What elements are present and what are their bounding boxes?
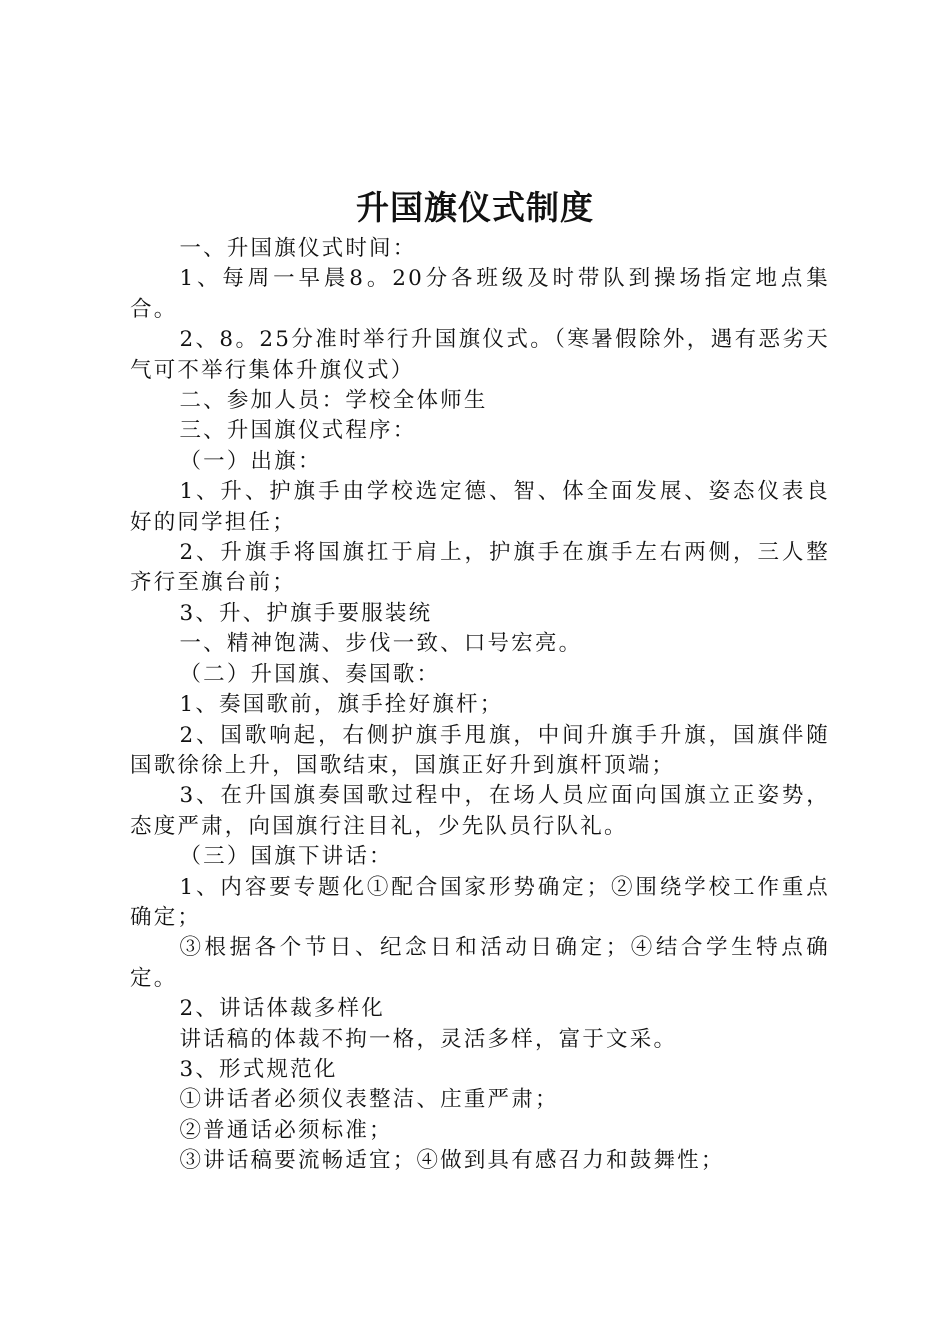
paragraph-subsection-heading: （一）出旗： xyxy=(179,448,322,474)
paragraph-section-1-heading: 一、升国旗仪式时间： xyxy=(179,236,417,261)
paragraph: 2、讲话体裁多样化 xyxy=(179,996,385,1022)
paragraph: 讲话稿的体裁不拘一格，灵活多样，富于文采。 xyxy=(179,1026,678,1052)
paragraph: 3、升、护旗手要服装统 xyxy=(179,600,433,626)
paragraph: 1、奏国歌前，旗手拴好旗杆； xyxy=(179,692,504,718)
document-body xyxy=(130,234,830,1177)
paragraph: ②普通话必须标准； xyxy=(179,1117,393,1143)
paragraph: ①讲话者必须仪表整洁、庄重严肃； xyxy=(179,1087,559,1113)
paragraph: 2、8。25分准时举行升国旗仪式。（寒暑假除外，遇有恶劣天气可不举行集体升旗仪式） xyxy=(130,327,830,383)
paragraph: 3、在升国旗奏国歌过程中，在场人员应面向国旗立正姿势，态度严肃，向国旗行注目礼，少先队员行队礼。 xyxy=(130,783,830,839)
paragraph: 2、国歌响起，右侧护旗手甩旗，中间升旗手升旗，国旗伴随国歌徐徐上升，国歌结束，国旗正好升到旗杆顶端； xyxy=(130,722,830,778)
paragraph: 3、形式规范化 xyxy=(179,1056,338,1082)
document-title: 升国旗仪式制度 xyxy=(356,188,594,227)
paragraph: ③讲话稿要流畅适宜；④做到具有感召力和鼓舞性； xyxy=(179,1148,725,1174)
paragraph: 1、每周一早晨8。20分各班级及时带队到操场指定地点集合。 xyxy=(130,266,830,322)
paragraph-section-2-heading: 二、参加人员：学校全体师生 xyxy=(179,388,488,414)
paragraph-subsection-heading: （二）升国旗、奏国歌： xyxy=(179,661,441,687)
paragraph-subsection-heading: （三）国旗下讲话： xyxy=(179,844,393,870)
paragraph-section-3-heading: 三、升国旗仪式程序： xyxy=(179,418,417,444)
paragraph: 1、内容要专题化①配合国家形势确定；②围绕学校工作重点确定； xyxy=(130,874,830,930)
paragraph: 1、升、护旗手由学校选定德、智、体全面发展、姿态仪表良好的同学担任； xyxy=(130,479,830,535)
paragraph: 2、升旗手将国旗扛于肩上，护旗手在旗手左右两侧，三人整齐行至旗台前； xyxy=(130,540,830,596)
paragraph: 一、精神饱满、步伐一致、口号宏亮。 xyxy=(179,631,583,657)
paragraph: ③根据各个节日、纪念日和活动日确定；④结合学生特点确定。 xyxy=(130,935,830,991)
